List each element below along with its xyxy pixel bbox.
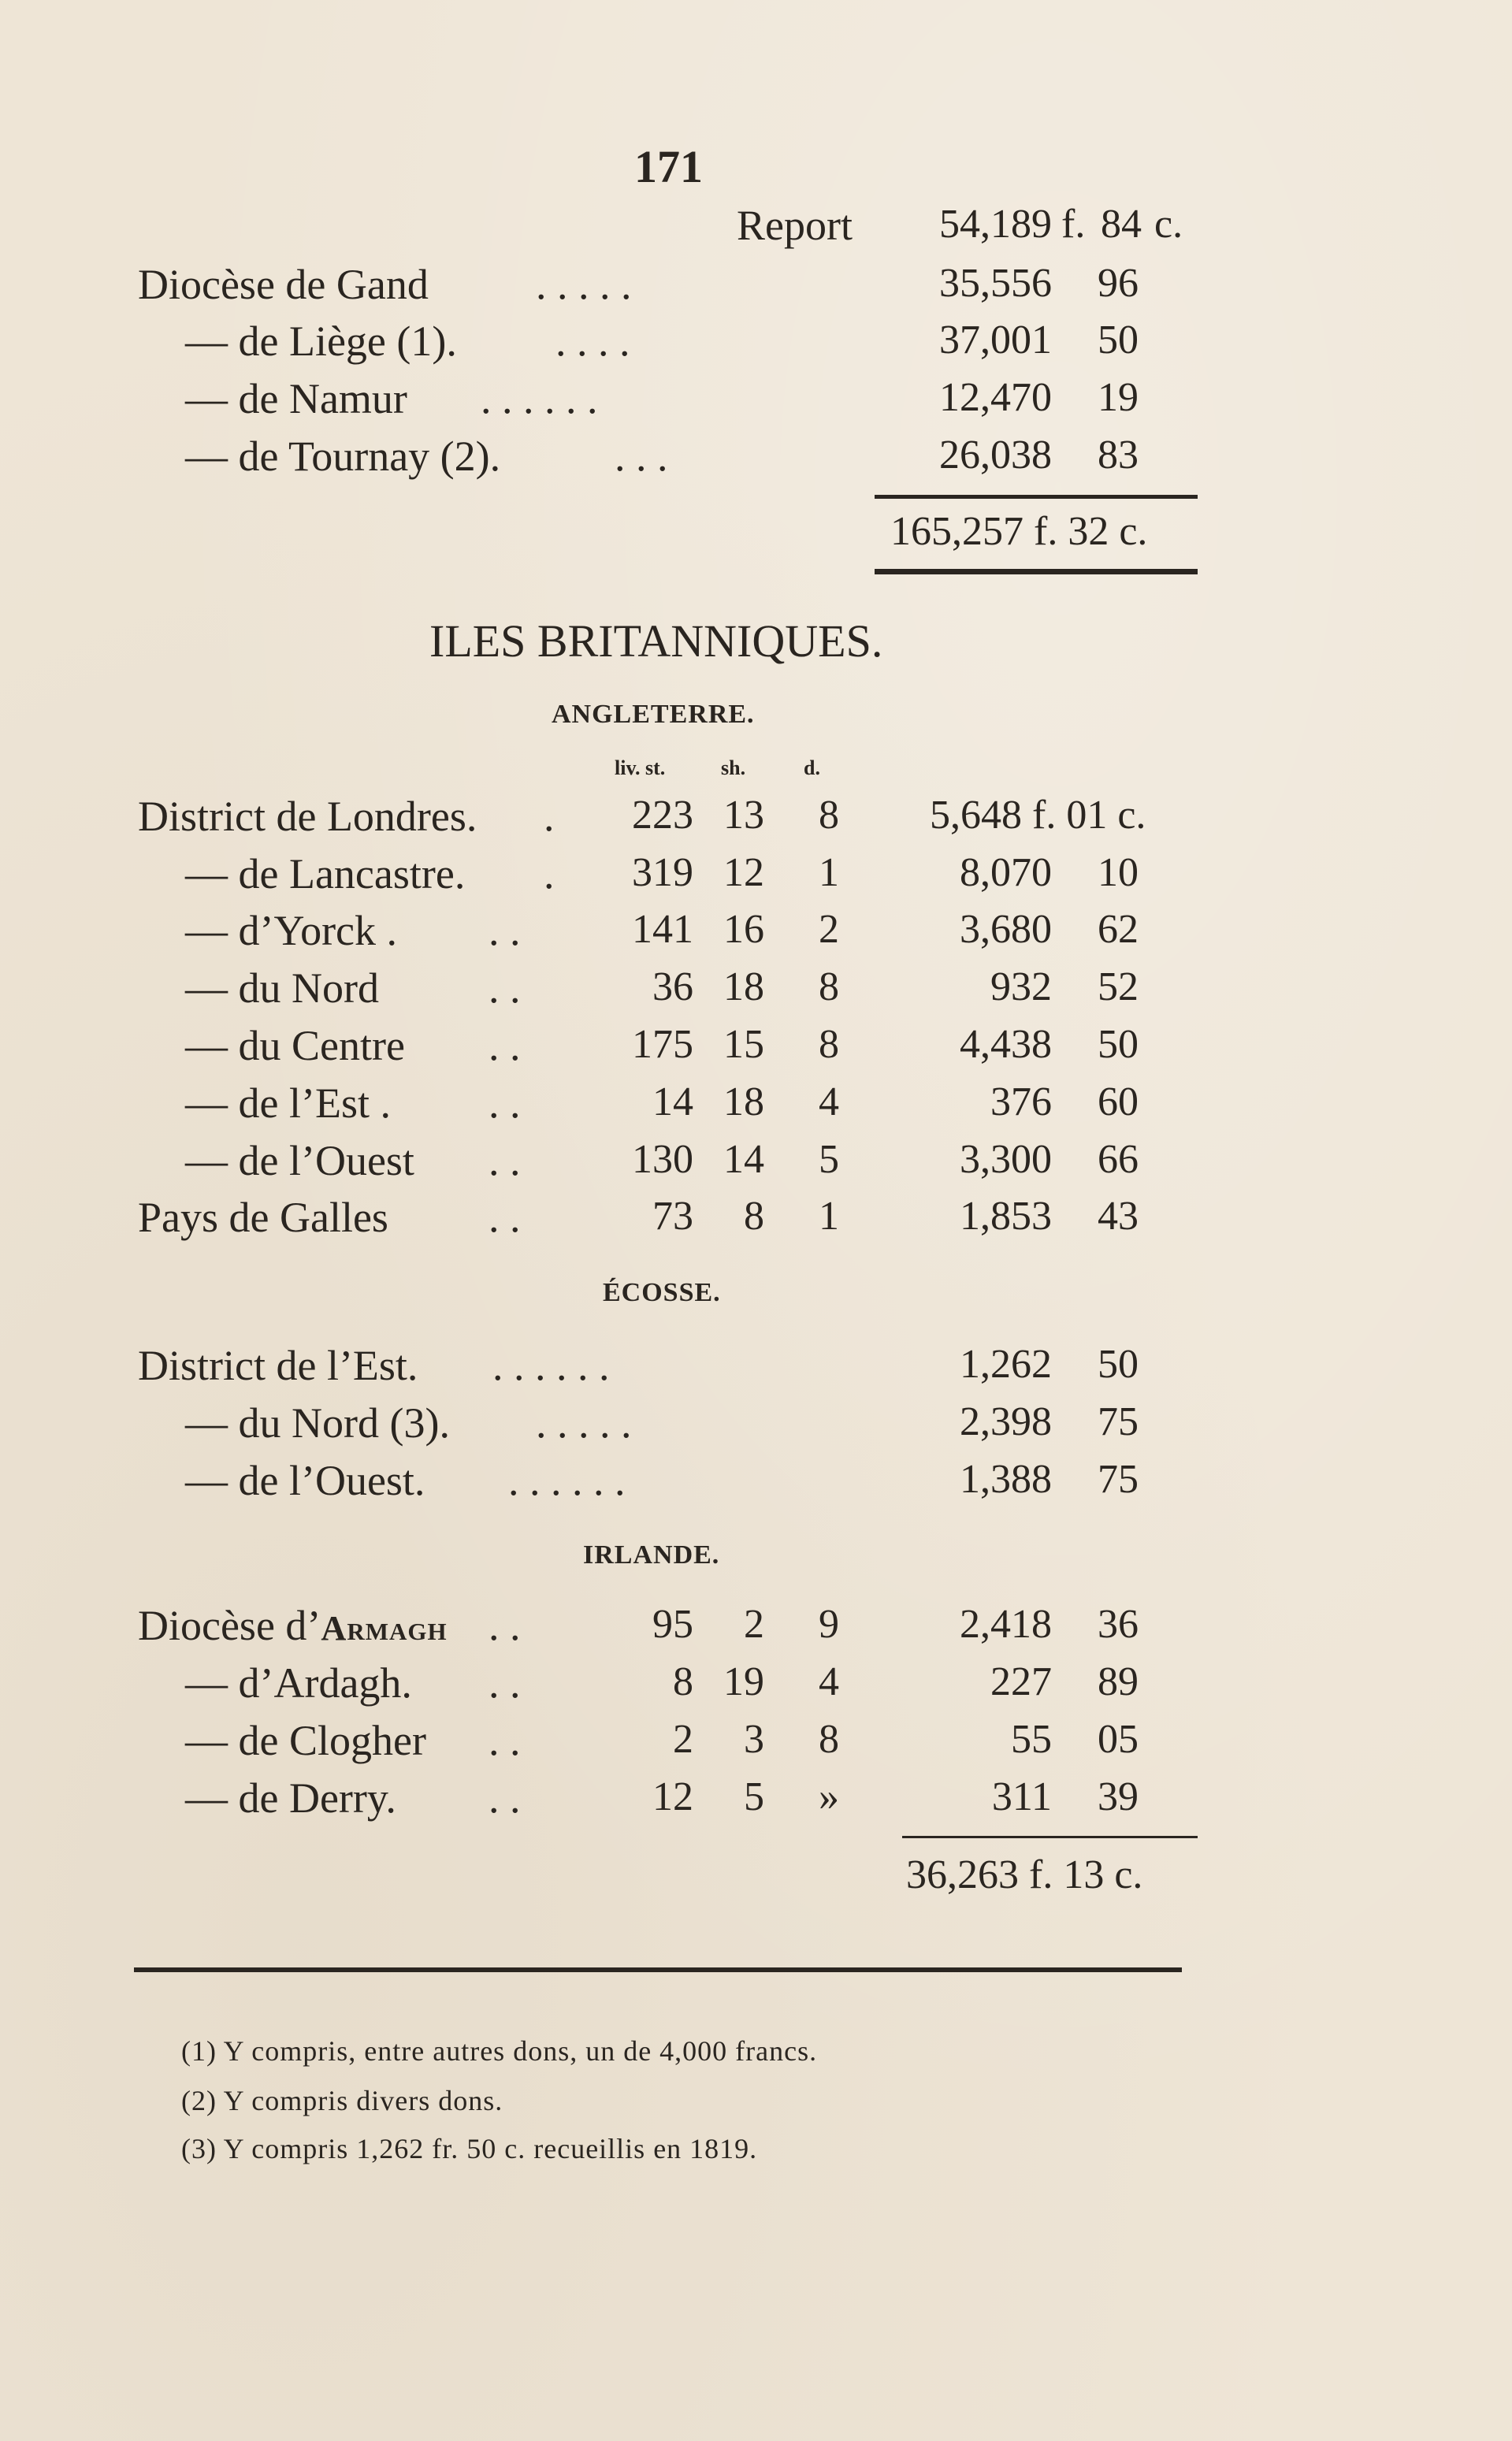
row-leader: . . [489, 1194, 521, 1241]
row-label-prefix: Diocèse d’ [138, 1602, 321, 1649]
row-liv: 141 [632, 907, 693, 952]
row-d: » [819, 1774, 839, 1819]
report-cents: 84 [1101, 202, 1142, 247]
row-sh: 15 [723, 1022, 764, 1067]
row-francs: 1,853 [960, 1194, 1052, 1239]
report-c: c. [1154, 202, 1183, 247]
row-sh: 16 [723, 907, 764, 952]
row-francs: 5,648 f. 01 c. [930, 793, 1146, 838]
row-cents: 83 [1098, 433, 1139, 477]
row-leader: . . . . . . [481, 375, 598, 422]
row-sh: 18 [723, 1079, 764, 1124]
row-liv: 12 [652, 1774, 693, 1819]
row-label: — d’Yorck . [185, 907, 398, 954]
col-header-liv: liv. st. [615, 756, 666, 779]
row-liv: 36 [652, 964, 693, 1009]
report-label: Report [737, 202, 853, 249]
row-sh: 18 [723, 964, 764, 1009]
row-cents: 05 [1098, 1717, 1139, 1762]
irlande-subtotal-rule [902, 1836, 1198, 1838]
row-leader: . . . . . . [508, 1457, 626, 1504]
row-liv: 73 [652, 1194, 693, 1239]
row-cents: 50 [1098, 1342, 1139, 1387]
row-francs: 311 [991, 1774, 1052, 1819]
row-d: 2 [819, 907, 839, 952]
row-label: — du Nord (3). [185, 1399, 450, 1447]
page-number: 171 [634, 141, 703, 192]
row-leader: . . [489, 1137, 521, 1184]
row-leader: . . . [615, 433, 668, 480]
row-francs: 8,070 [960, 850, 1052, 895]
row-cents: 50 [1098, 318, 1139, 362]
row-label: District de Londres. [138, 793, 477, 840]
row-sh: 3 [744, 1717, 764, 1762]
row-d: 1 [819, 850, 839, 895]
row-francs: 37,001 [939, 318, 1052, 362]
row-label [138, 1601, 448, 1650]
row-liv: 8 [673, 1659, 693, 1704]
row-sh: 5 [744, 1774, 764, 1819]
row-leader: . . [489, 964, 521, 1012]
row-francs: 4,438 [960, 1022, 1052, 1067]
row-cents: 62 [1098, 907, 1139, 952]
row-liv: 95 [652, 1602, 693, 1647]
row-liv: 2 [673, 1717, 693, 1762]
subtotal-rule [875, 495, 1198, 499]
row-d: 4 [819, 1079, 839, 1124]
row-cents: 43 [1098, 1194, 1139, 1239]
row-label: — de Tournay (2). [185, 433, 501, 480]
row-sh: 12 [723, 850, 764, 895]
angleterre-heading: ANGLETERRE. [552, 700, 755, 729]
row-francs: 12,470 [939, 375, 1052, 420]
row-francs: 55 [1011, 1717, 1052, 1762]
row-cents: 10 [1098, 850, 1139, 895]
row-d: 5 [819, 1137, 839, 1182]
row-leader: . [544, 850, 555, 897]
row-label: — du Centre [185, 1022, 405, 1069]
row-cents: 75 [1098, 1399, 1139, 1444]
report-f: f. [1061, 202, 1086, 247]
section-title: ILES BRITANNIQUES. [429, 615, 883, 667]
row-label: — de l’Ouest [185, 1137, 414, 1184]
total-rule [875, 569, 1198, 574]
row-liv: 223 [632, 793, 693, 838]
belgium-total: 165,257 f. 32 c. [890, 509, 1148, 554]
row-cents: 50 [1098, 1022, 1139, 1067]
footnote-separator [134, 1967, 1182, 1972]
row-leader: . . [489, 1022, 521, 1069]
col-header-sh: sh. [721, 756, 746, 779]
row-d: 8 [819, 1717, 839, 1762]
row-label: — de Liège (1). [185, 318, 457, 365]
row-francs: 1,262 [960, 1342, 1052, 1387]
row-francs: 376 [990, 1079, 1052, 1124]
row-cents: 96 [1098, 261, 1139, 306]
row-label: — de Lancastre. [185, 850, 466, 897]
row-d: 8 [819, 793, 839, 838]
row-leader: . . [489, 1717, 521, 1764]
row-leader: . . . . . . [492, 1342, 610, 1389]
row-sh: 14 [723, 1137, 764, 1182]
row-sh: 2 [744, 1602, 764, 1647]
row-francs: 35,556 [939, 261, 1052, 306]
row-leader: . . . . [555, 318, 630, 365]
row-label-prefix: — de Derry. [185, 1774, 396, 1822]
row-sh: 19 [723, 1659, 764, 1704]
footnote-1: (1) Y compris, entre autres dons, un de 4,000 francs. [181, 2035, 818, 2067]
row-francs: 3,680 [960, 907, 1052, 952]
row-label [185, 1716, 426, 1765]
row-cents: 39 [1098, 1774, 1139, 1819]
footnote-2: (2) Y compris divers dons. [181, 2085, 503, 2116]
row-cents: 19 [1098, 375, 1139, 420]
row-cents: 66 [1098, 1137, 1139, 1182]
footnote-3: (3) Y compris 1,262 fr. 50 c. recueillis en 1819. [181, 2133, 758, 2164]
row-label: District de l’Est. [138, 1342, 418, 1389]
row-sh: 13 [723, 793, 764, 838]
row-label: Pays de Galles [138, 1194, 388, 1241]
row-label [185, 1774, 396, 1822]
row-label: — du Nord [185, 964, 379, 1012]
row-liv: 319 [632, 850, 693, 895]
row-label: — de l’Est . [185, 1079, 391, 1127]
row-leader: . . [489, 1602, 521, 1649]
row-leader: . . [489, 907, 521, 954]
row-francs: 2,398 [960, 1399, 1052, 1444]
irlande-heading: IRLANDE. [583, 1540, 720, 1570]
row-label-smallcaps: Armagh [321, 1609, 448, 1648]
row-label: — de Namur [185, 375, 407, 422]
row-d: 8 [819, 1022, 839, 1067]
row-d: 1 [819, 1194, 839, 1239]
row-cents: 52 [1098, 964, 1139, 1009]
row-leader: . . [489, 1079, 521, 1127]
row-francs: 932 [990, 964, 1052, 1009]
row-liv: 130 [632, 1137, 693, 1182]
row-leader: . . [489, 1774, 521, 1822]
row-d: 8 [819, 964, 839, 1009]
row-liv: 14 [652, 1079, 693, 1124]
row-liv: 175 [632, 1022, 693, 1067]
row-francs: 2,418 [960, 1602, 1052, 1647]
row-cents: 36 [1098, 1602, 1139, 1647]
row-leader: . . . . . [536, 261, 632, 308]
row-label [185, 1659, 412, 1707]
row-leader: . [544, 793, 555, 840]
row-label-prefix: — de Clogher [185, 1717, 426, 1764]
row-cents: 60 [1098, 1079, 1139, 1124]
ecosse-heading: ÉCOSSE. [603, 1278, 721, 1307]
row-label-prefix: — d’Ardagh. [185, 1659, 412, 1707]
row-label: — de l’Ouest. [185, 1457, 425, 1504]
row-cents: 75 [1098, 1457, 1139, 1502]
col-header-d: d. [804, 756, 820, 779]
row-francs: 26,038 [939, 433, 1052, 477]
row-sh: 8 [744, 1194, 764, 1239]
row-francs: 1,388 [960, 1457, 1052, 1502]
report-francs: 54,189 [939, 202, 1052, 247]
irlande-total: 36,263 f. 13 c. [906, 1852, 1143, 1897]
row-leader: . . . . . [536, 1399, 632, 1447]
row-francs: 3,300 [960, 1137, 1052, 1182]
row-label: Diocèse de Gand [138, 261, 429, 308]
row-francs: 227 [990, 1659, 1052, 1704]
row-d: 9 [819, 1602, 839, 1647]
row-cents: 89 [1098, 1659, 1139, 1704]
row-leader: . . [489, 1659, 521, 1707]
row-d: 4 [819, 1659, 839, 1704]
